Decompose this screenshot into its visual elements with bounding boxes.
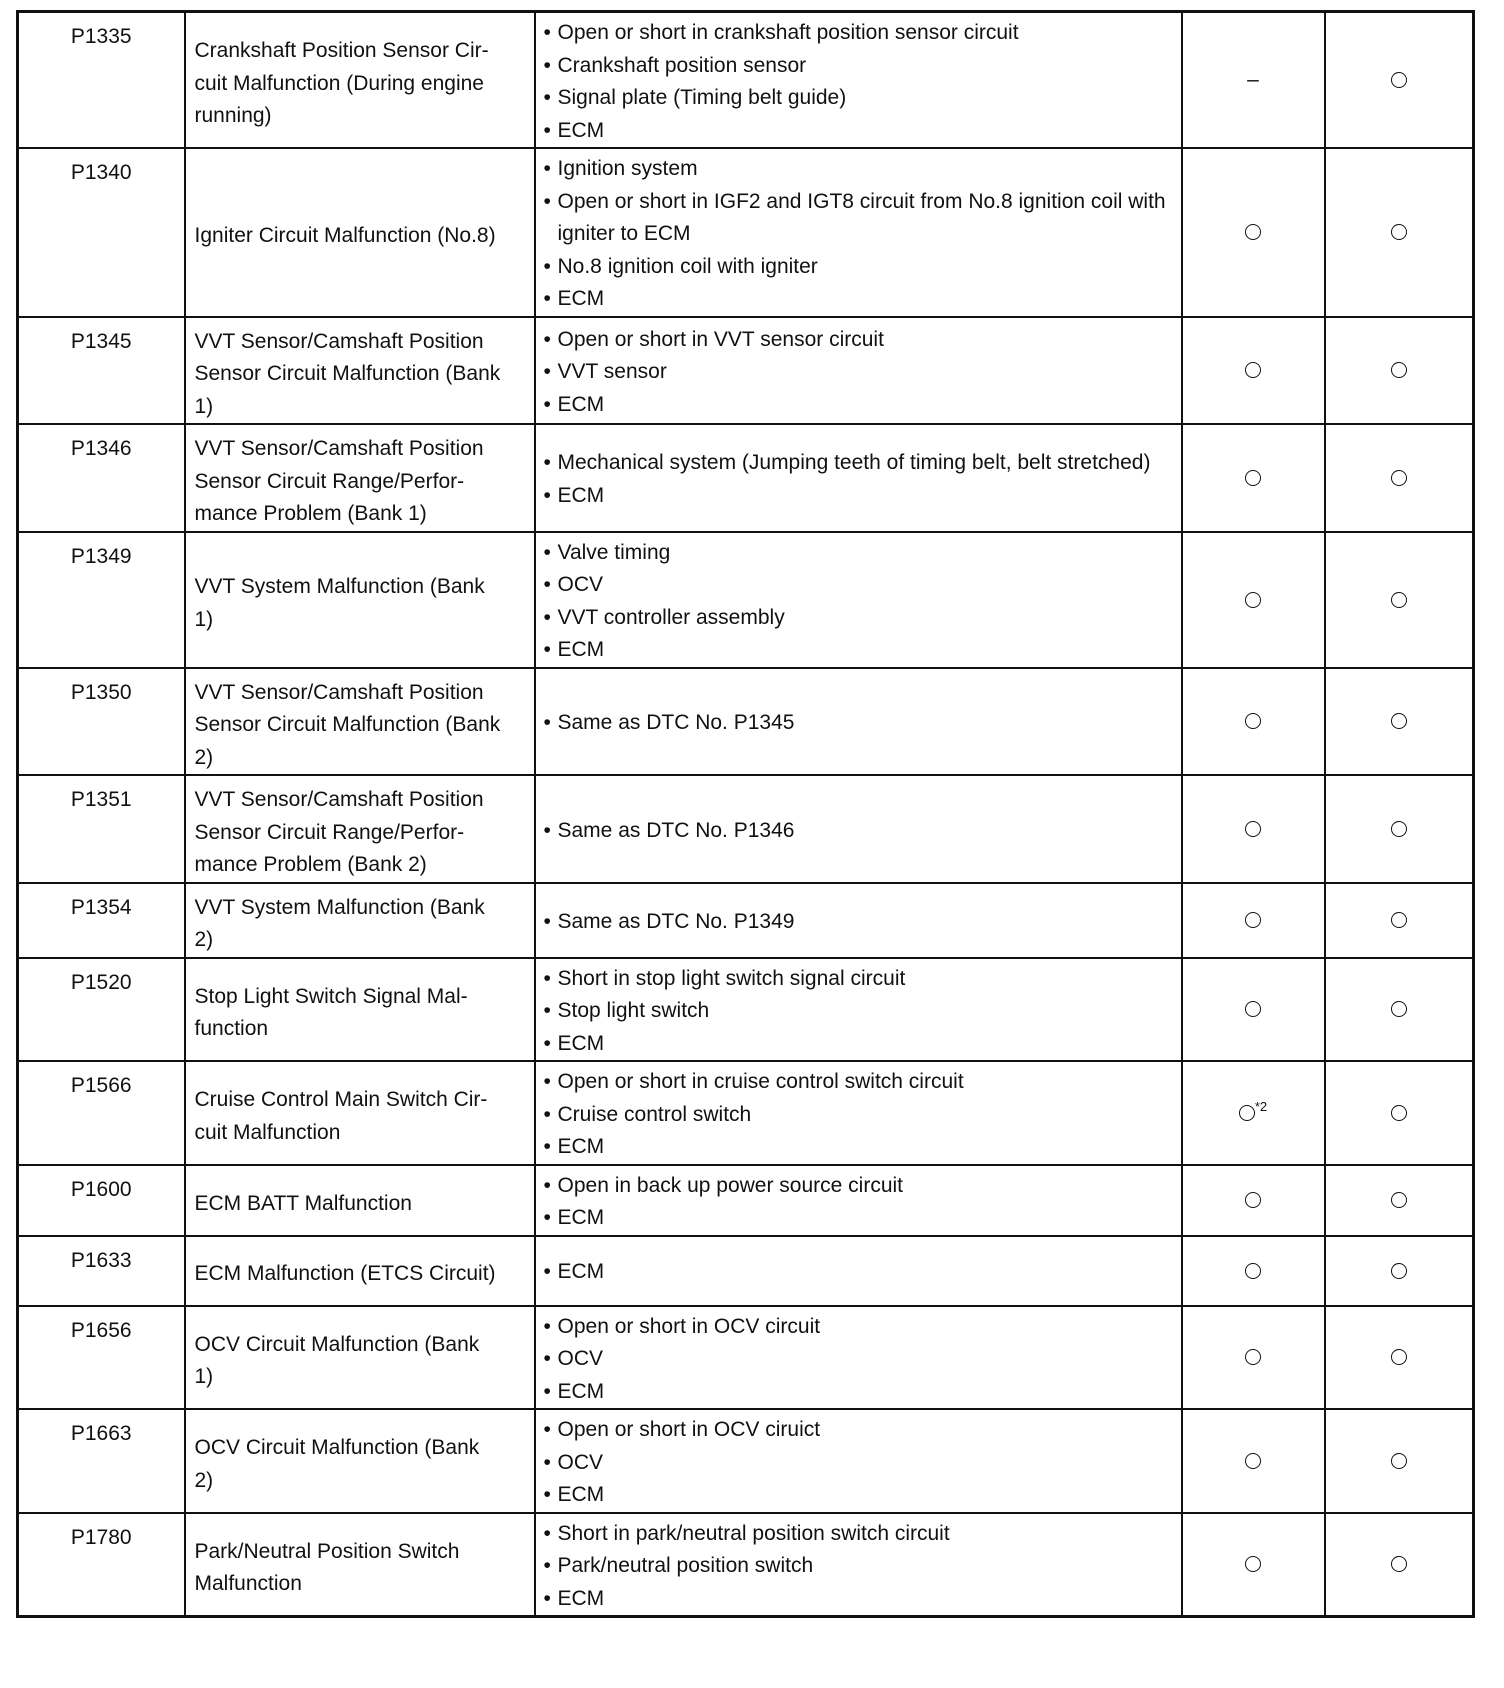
trouble-area-item: • Open or short in IGF2 and IGT8 circuit from No.8 ignition coil with igniter to ECM (544, 186, 1175, 251)
dtc-code-text: P1656 (70, 1318, 132, 1342)
detection-item-line: mance Problem (Bank 2) (194, 853, 427, 876)
trouble-area-item: • OCV (544, 1447, 1175, 1480)
detection-item (185, 317, 535, 425)
trouble-area-item: • Same as DTC No. P1346 (544, 815, 1175, 848)
dtc-code (18, 1236, 185, 1306)
trouble-area-item: • VVT sensor (544, 356, 1175, 389)
dtc-code (18, 12, 185, 149)
circle-mark-icon (1245, 592, 1261, 608)
memory-indicator (1325, 883, 1474, 958)
dtc-code-text: P1663 (70, 1422, 132, 1445)
detection-item-line: ECM BATT Malfunction (194, 1191, 412, 1215)
trouble-area-item: • ECM (544, 1256, 1175, 1289)
trouble-area-list (544, 1066, 1175, 1164)
memory-indicator (1325, 775, 1474, 883)
trouble-area-list (544, 1518, 1175, 1616)
dtc-code (18, 1306, 185, 1410)
memory-indicator (1325, 1061, 1474, 1165)
circle-mark-icon (1245, 912, 1261, 928)
dtc-code-text: P1520 (70, 970, 132, 994)
detection-item-line: 1) (194, 394, 214, 418)
mil-indicator (1182, 775, 1325, 883)
detection-item-line: mance Problem (Bank 1) (194, 502, 427, 525)
circle-mark-icon (1391, 912, 1407, 928)
memory-indicator (1325, 1513, 1474, 1617)
detection-item (185, 1409, 535, 1513)
circle-mark-icon (1245, 1192, 1261, 1208)
table-row (18, 1236, 1474, 1306)
detection-item-line: VVT System Malfunction (Bank (194, 575, 485, 598)
trouble-area-item: • VVT controller assembly (544, 602, 1175, 635)
dtc-code (18, 532, 185, 668)
trouble-area-list (544, 963, 1175, 1061)
dtc-code (18, 1513, 185, 1617)
detection-item-line: OCV Circuit Malfunction (Bank (194, 1436, 480, 1460)
trouble-area-item: • Signal plate (Timing belt guide) (544, 82, 1175, 115)
trouble-area-item: • ECM (544, 1202, 1175, 1235)
table-row (18, 1409, 1474, 1513)
trouble-area-item: • OCV (544, 569, 1175, 602)
trouble-area-item: • ECM (544, 283, 1175, 316)
detection-item-line: Sensor Circuit Range/Perfor- (194, 820, 465, 844)
detection-item (185, 668, 535, 776)
circle-mark-icon (1391, 713, 1407, 729)
table-row (18, 1165, 1474, 1236)
mil-indicator (1182, 1236, 1325, 1306)
trouble-area-item: • ECM (544, 1583, 1175, 1616)
table-row (18, 532, 1474, 668)
dtc-code (18, 148, 185, 317)
detection-item-line: function (194, 1017, 269, 1041)
trouble-area-item: • ECM (544, 115, 1175, 148)
trouble-area-item: • ECM (544, 389, 1175, 422)
trouble-area-list (544, 17, 1175, 147)
detection-item-line: Stop Light Switch Signal Mal- (194, 984, 468, 1008)
mil-indicator (1182, 958, 1325, 1062)
circle-mark-icon (1245, 470, 1261, 486)
trouble-area-item: • OCV (544, 1343, 1175, 1376)
table-row (18, 958, 1474, 1062)
trouble-area-item: • ECM (544, 1131, 1175, 1164)
trouble-area-item: • Crankshaft position sensor (544, 50, 1175, 83)
dtc-table-body (18, 12, 1474, 1617)
trouble-area-item: • Open or short in OCV circuit (544, 1311, 1175, 1344)
table-row (18, 668, 1474, 776)
mil-indicator (1182, 883, 1325, 958)
circle-mark-icon (1391, 1349, 1407, 1365)
trouble-area (535, 1409, 1182, 1513)
trouble-area (535, 532, 1182, 668)
table-row (18, 775, 1474, 883)
table-row (18, 12, 1474, 149)
detection-item (185, 1306, 535, 1410)
memory-indicator (1325, 958, 1474, 1062)
circle-mark-icon (1391, 821, 1407, 837)
trouble-area-item: • Open or short in VVT sensor circuit (544, 324, 1175, 357)
memory-indicator (1325, 668, 1474, 776)
trouble-area-item: • Stop light switch (544, 995, 1175, 1028)
trouble-area (535, 317, 1182, 425)
dtc-code-text: P1345 (70, 329, 132, 353)
detection-item-line: cuit Malfunction (194, 1120, 341, 1144)
detection-item-line: 2) (194, 928, 214, 951)
circle-mark-icon (1391, 1001, 1407, 1017)
detection-item (185, 883, 535, 958)
mil-indicator (1182, 532, 1325, 668)
detection-item (185, 424, 535, 532)
dtc-code-text: P1340 (70, 161, 132, 184)
detection-item (185, 532, 535, 668)
trouble-area-list (544, 906, 1175, 939)
dtc-table (16, 10, 1475, 1618)
dtc-code-text: P1354 (70, 895, 132, 919)
dtc-code-text: P1349 (70, 544, 132, 568)
trouble-area (535, 1306, 1182, 1410)
detection-item-line: Sensor Circuit Malfunction (Bank (194, 713, 501, 736)
trouble-area (535, 668, 1182, 776)
trouble-area-item: • Same as DTC No. P1345 (544, 707, 1175, 740)
table-row (18, 424, 1474, 532)
mil-indicator (1182, 12, 1325, 149)
detection-item (185, 148, 535, 317)
circle-mark-icon (1245, 821, 1261, 837)
mil-indicator (1182, 148, 1325, 317)
dtc-code-text: P1566 (70, 1074, 132, 1097)
dtc-code-text: P1600 (70, 1177, 132, 1201)
dash-mark: – (1247, 67, 1259, 91)
memory-indicator (1325, 1306, 1474, 1410)
trouble-area-item: • Short in park/neutral position switch circuit (544, 1518, 1175, 1551)
dtc-code (18, 1409, 185, 1513)
dtc-code-text: P1351 (70, 788, 132, 811)
mil-indicator (1182, 317, 1325, 425)
detection-item (185, 775, 535, 883)
detection-item-line: Malfunction (194, 1572, 302, 1596)
memory-indicator (1325, 532, 1474, 668)
detection-item-line: ECM Malfunction (ETCS Circuit) (194, 1262, 496, 1286)
trouble-area-item: • ECM (544, 634, 1175, 667)
circle-mark-icon (1245, 713, 1261, 729)
dtc-code-text: P1346 (70, 437, 132, 460)
trouble-area-item: • Valve timing (544, 537, 1175, 570)
trouble-area-list (544, 447, 1175, 512)
detection-item-line: VVT System Malfunction (Bank (194, 895, 485, 919)
circle-mark-icon (1245, 1556, 1261, 1572)
circle-mark-icon (1239, 1105, 1255, 1121)
detection-item-line: 2) (194, 1468, 214, 1492)
trouble-area-list (544, 324, 1175, 422)
trouble-area-item: • ECM (544, 1479, 1175, 1512)
detection-item-line: Sensor Circuit Range/Perfor- (194, 469, 465, 493)
dtc-code-text: P1633 (70, 1248, 132, 1272)
dtc-code-text: P1780 (70, 1525, 132, 1549)
memory-indicator (1325, 12, 1474, 149)
table-row (18, 1061, 1474, 1165)
trouble-area (535, 1513, 1182, 1617)
dtc-code-text: P1350 (70, 680, 132, 704)
circle-mark-icon (1391, 1453, 1407, 1469)
table-row (18, 1306, 1474, 1410)
trouble-area (535, 12, 1182, 149)
detection-item-line: VVT Sensor/Camshaft Position (194, 329, 484, 353)
trouble-area-item: • Open or short in OCV ciruict (544, 1414, 1175, 1447)
memory-indicator (1325, 424, 1474, 532)
detection-item-line: 1) (194, 607, 214, 631)
circle-mark-icon (1245, 224, 1261, 240)
trouble-area-list (544, 707, 1175, 740)
trouble-area-list (544, 153, 1175, 316)
trouble-area-list (544, 1414, 1175, 1512)
circle-mark-icon (1391, 1263, 1407, 1279)
circle-mark-icon (1245, 1349, 1261, 1365)
detection-item (185, 1236, 535, 1306)
table-row (18, 1513, 1474, 1617)
mil-indicator (1182, 1165, 1325, 1236)
trouble-area-item: • Park/neutral position switch (544, 1550, 1175, 1583)
trouble-area (535, 883, 1182, 958)
detection-item-line: VVT Sensor/Camshaft Position (194, 788, 484, 811)
trouble-area (535, 1061, 1182, 1165)
trouble-area-list (544, 1256, 1175, 1289)
circle-mark-icon (1391, 592, 1407, 608)
trouble-area-item: • ECM (544, 1028, 1175, 1061)
memory-indicator (1325, 317, 1474, 425)
mil-indicator (1182, 1409, 1325, 1513)
trouble-area-item: • Mechanical system (Jumping teeth of timing belt, belt stretched) (544, 447, 1175, 480)
trouble-area-item: • Open in back up power source circuit (544, 1170, 1175, 1203)
circle-mark-icon (1245, 1001, 1261, 1017)
circle-mark-icon (1391, 470, 1407, 486)
detection-item-line: 2) (194, 745, 214, 769)
trouble-area (535, 1165, 1182, 1236)
detection-item-line: OCV Circuit Malfunction (Bank (194, 1332, 480, 1356)
memory-indicator (1325, 1236, 1474, 1306)
detection-item-line: VVT Sensor/Camshaft Position (194, 680, 484, 704)
dtc-code (18, 883, 185, 958)
trouble-area-item: • No.8 ignition coil with igniter (544, 251, 1175, 284)
circle-mark-icon (1391, 224, 1407, 240)
dtc-code (18, 424, 185, 532)
trouble-area-item: • Open or short in crankshaft position sensor circuit (544, 17, 1175, 50)
dtc-code (18, 317, 185, 425)
trouble-area-list (544, 1311, 1175, 1409)
trouble-area (535, 148, 1182, 317)
mil-indicator (1182, 1513, 1325, 1617)
table-row (18, 148, 1474, 317)
trouble-area-list (544, 1170, 1175, 1235)
detection-item (185, 958, 535, 1062)
trouble-area (535, 424, 1182, 532)
footnote-marker: *2 (1254, 1098, 1268, 1114)
circle-mark-icon (1391, 1192, 1407, 1208)
memory-indicator (1325, 1165, 1474, 1236)
mil-indicator (1182, 424, 1325, 532)
detection-item (185, 1165, 535, 1236)
dtc-code (18, 958, 185, 1062)
dtc-code-text: P1335 (70, 25, 132, 48)
trouble-area-item: • Ignition system (544, 153, 1175, 186)
trouble-area-item: • Cruise control switch (544, 1099, 1175, 1132)
circle-mark-icon (1391, 72, 1407, 88)
memory-indicator (1325, 1409, 1474, 1513)
mil-indicator (1182, 1061, 1325, 1165)
dtc-code (18, 1165, 185, 1236)
circle-mark-icon (1391, 362, 1407, 378)
detection-item (185, 1513, 535, 1617)
dtc-code (18, 668, 185, 776)
detection-item-line: Park/Neutral Position Switch (194, 1539, 460, 1563)
circle-mark-icon (1245, 362, 1261, 378)
trouble-area (535, 1236, 1182, 1306)
trouble-area (535, 775, 1182, 883)
detection-item-line: running) (194, 104, 272, 128)
trouble-area-item: • Open or short in cruise control switch circuit (544, 1066, 1175, 1099)
table-row (18, 883, 1474, 958)
dtc-code (18, 775, 185, 883)
trouble-area-list (544, 537, 1175, 667)
dtc-code (18, 1061, 185, 1165)
circle-mark-icon (1245, 1453, 1261, 1469)
detection-item-line: Cruise Control Main Switch Cir- (194, 1088, 488, 1112)
detection-item-line: cuit Malfunction (During engine (194, 71, 484, 95)
circle-mark-icon (1245, 1263, 1261, 1279)
detection-item-line: Crankshaft Position Sensor Cir- (194, 39, 489, 63)
trouble-area-item: • ECM (544, 1376, 1175, 1409)
trouble-area-item: • Short in stop light switch signal circuit (544, 963, 1175, 996)
trouble-area-item: • ECM (544, 480, 1175, 513)
detection-item (185, 12, 535, 149)
detection-item-line: 1) (194, 1365, 214, 1389)
circle-mark-icon (1391, 1105, 1407, 1121)
memory-indicator (1325, 148, 1474, 317)
mil-indicator (1182, 668, 1325, 776)
trouble-area (535, 958, 1182, 1062)
mil-indicator (1182, 1306, 1325, 1410)
detection-item (185, 1061, 535, 1165)
detection-item-line: Sensor Circuit Malfunction (Bank (194, 362, 501, 385)
detection-item-line: Igniter Circuit Malfunction (No.8) (194, 224, 496, 247)
trouble-area-list (544, 815, 1175, 848)
detection-item-line: VVT Sensor/Camshaft Position (194, 437, 484, 460)
circle-mark-icon (1391, 1556, 1407, 1572)
trouble-area-item: • Same as DTC No. P1349 (544, 906, 1175, 939)
table-row (18, 317, 1474, 425)
